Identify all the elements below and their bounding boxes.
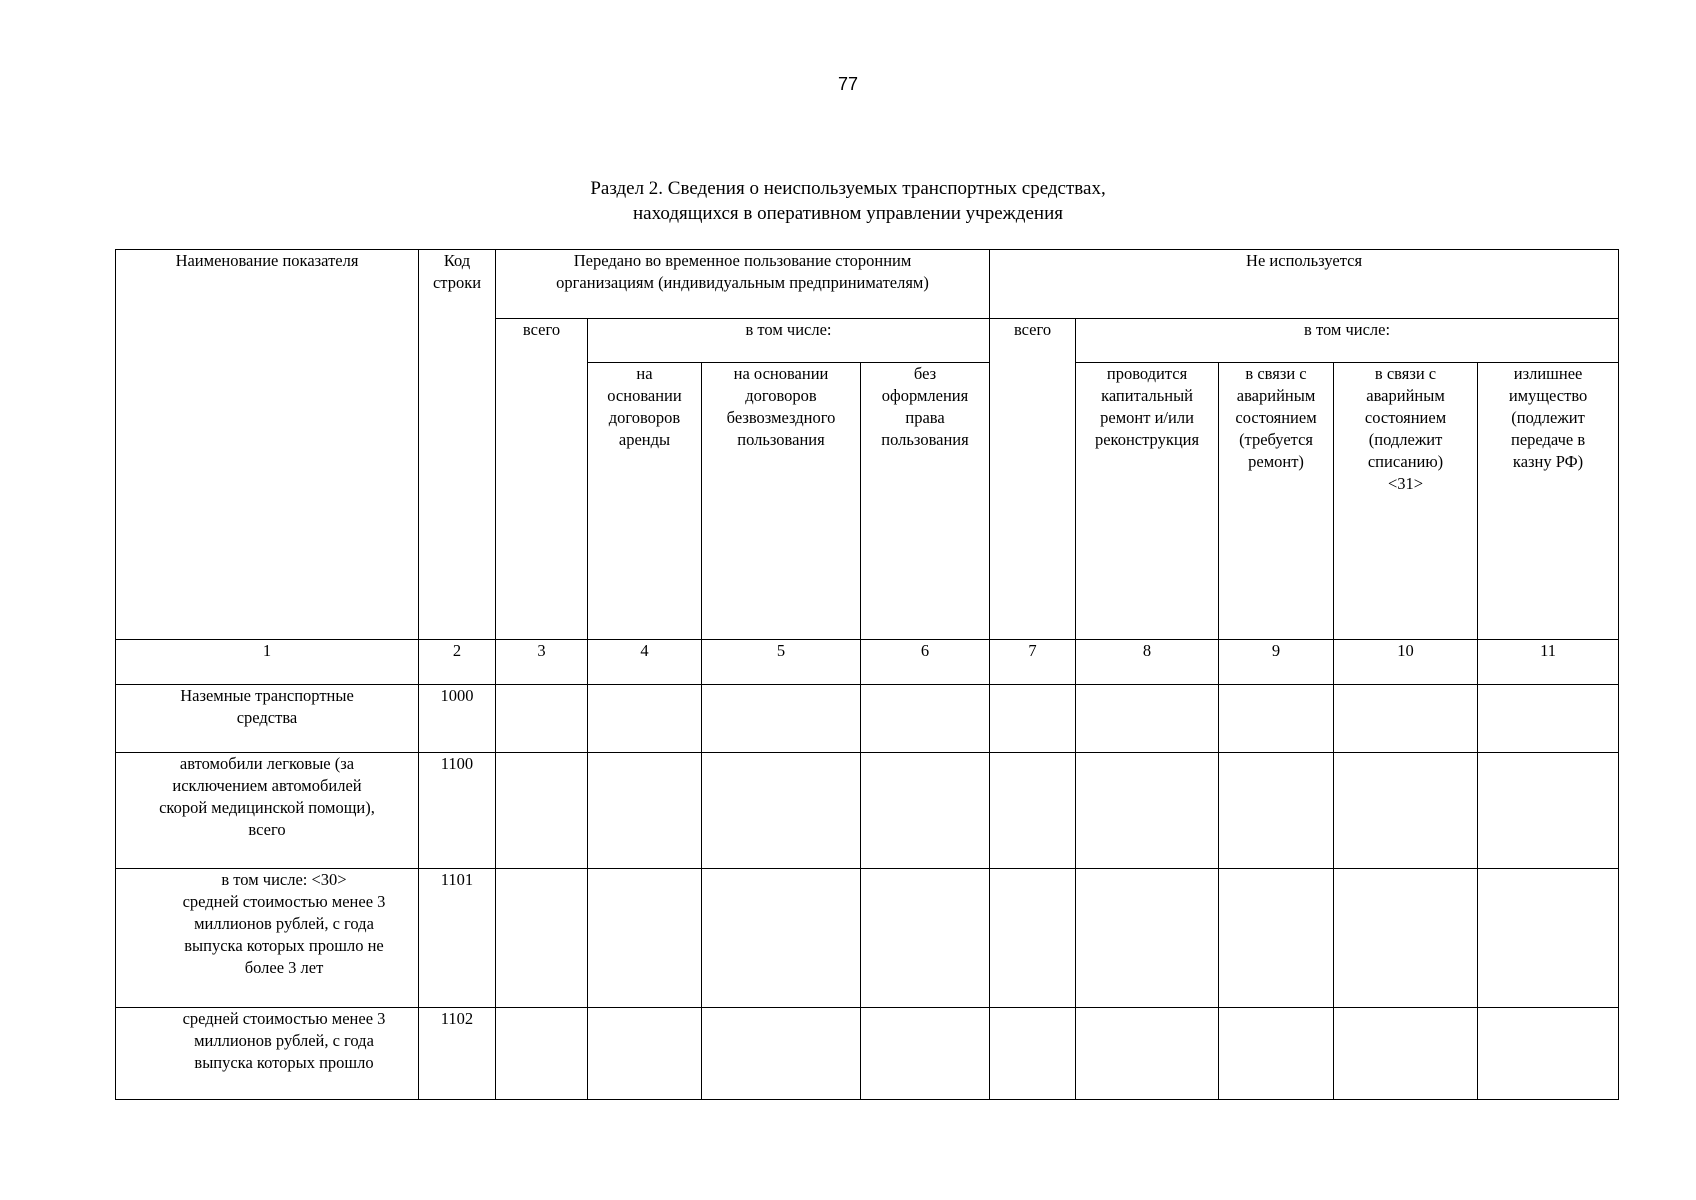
table-row [116, 869, 1619, 1008]
data-cell[interactable] [588, 753, 702, 869]
row-name: Наземные транспортные средства [116, 685, 419, 753]
header-repair: проводится капитальный ремонт и/или реконструкция [1076, 363, 1219, 640]
header-transferred-including: в том числе: [588, 319, 990, 363]
data-cell[interactable] [588, 685, 702, 753]
section-title [0, 176, 1696, 226]
data-cell[interactable] [1219, 685, 1334, 753]
column-number: 10 [1334, 640, 1478, 685]
data-cell[interactable] [1219, 753, 1334, 869]
data-cell[interactable] [1478, 753, 1619, 869]
header-transferred: Передано во временное пользование сторонним организациям (индивидуальным предпринимателям) [496, 250, 990, 319]
data-cell[interactable] [861, 1008, 990, 1100]
data-cell[interactable] [1334, 1008, 1478, 1100]
section-title-line-2: находящихся в оперативном управлении учреждения [633, 203, 1063, 224]
data-cell[interactable] [861, 685, 990, 753]
row-code: 1101 [419, 869, 496, 1008]
header-not-used-total: всего [990, 319, 1076, 640]
column-number: 2 [419, 640, 496, 685]
section-title-line-1: Раздел 2. Сведения о неиспользуемых транспортных средствах, [590, 178, 1106, 199]
data-cell[interactable] [588, 869, 702, 1008]
header-surplus: излишнее имущество (подлежит передаче в казну РФ) [1478, 363, 1619, 640]
data-cell[interactable] [702, 1008, 861, 1100]
column-number: 1 [116, 640, 419, 685]
data-cell[interactable] [1478, 1008, 1619, 1100]
column-number: 7 [990, 640, 1076, 685]
data-cell[interactable] [990, 1008, 1076, 1100]
data-cell[interactable] [496, 685, 588, 753]
header-free-use: на основании договоров безвозмездного пользования [702, 363, 861, 640]
row-code: 1102 [419, 1008, 496, 1100]
column-number: 8 [1076, 640, 1219, 685]
data-cell[interactable] [1076, 753, 1219, 869]
data-cell[interactable] [1076, 869, 1219, 1008]
data-cell[interactable] [990, 685, 1076, 753]
column-number: 6 [861, 640, 990, 685]
data-cell[interactable] [990, 753, 1076, 869]
data-cell[interactable] [702, 753, 861, 869]
table-row [116, 685, 1619, 753]
row-name: автомобили легковые (за исключением автомобилей скорой медицинской помощи), всего [116, 753, 419, 869]
row-name: в том числе: <30> средней стоимостью менее 3 миллионов рублей, с года выпуска которых прошло не более 3 лет [116, 869, 419, 1008]
row-code: 1100 [419, 753, 496, 869]
data-cell[interactable] [1478, 869, 1619, 1008]
data-cell[interactable] [702, 869, 861, 1008]
vehicles-table [115, 249, 1619, 1100]
header-name: Наименование показателя [116, 250, 419, 640]
data-cell[interactable] [1076, 685, 1219, 753]
header-lease: на основании договоров аренды [588, 363, 702, 640]
column-numbers-row [116, 640, 1619, 685]
data-cell[interactable] [861, 869, 990, 1008]
header-emergency-repair: в связи с аварийным состоянием (требуется ремонт) [1219, 363, 1334, 640]
header-emergency-writeoff: в связи с аварийным состоянием (подлежит списанию) <31> [1334, 363, 1478, 640]
table-row [116, 1008, 1619, 1100]
data-cell[interactable] [496, 753, 588, 869]
column-number: 5 [702, 640, 861, 685]
data-cell[interactable] [496, 1008, 588, 1100]
data-cell[interactable] [1219, 1008, 1334, 1100]
column-number: 4 [588, 640, 702, 685]
column-number: 9 [1219, 640, 1334, 685]
header-transferred-total: всего [496, 319, 588, 640]
data-cell[interactable] [1219, 869, 1334, 1008]
data-cell[interactable] [1076, 1008, 1219, 1100]
page-number: 77 [837, 74, 859, 94]
data-cell[interactable] [496, 869, 588, 1008]
table-row [116, 753, 1619, 869]
data-cell[interactable] [1334, 753, 1478, 869]
data-cell[interactable] [861, 753, 990, 869]
row-code: 1000 [419, 685, 496, 753]
column-number: 11 [1478, 640, 1619, 685]
data-cell[interactable] [990, 869, 1076, 1008]
header-not-used-including: в том числе: [1076, 319, 1619, 363]
data-cell[interactable] [702, 685, 861, 753]
column-number: 3 [496, 640, 588, 685]
data-cell[interactable] [1334, 869, 1478, 1008]
header-not-used: Не используется [990, 250, 1619, 319]
data-cell[interactable] [588, 1008, 702, 1100]
header-code: Код строки [419, 250, 496, 640]
data-cell[interactable] [1478, 685, 1619, 753]
header-no-rights: без оформления права пользования [861, 363, 990, 640]
row-name: средней стоимостью менее 3 миллионов рублей, с года выпуска которых прошло [116, 1008, 419, 1100]
data-cell[interactable] [1334, 685, 1478, 753]
